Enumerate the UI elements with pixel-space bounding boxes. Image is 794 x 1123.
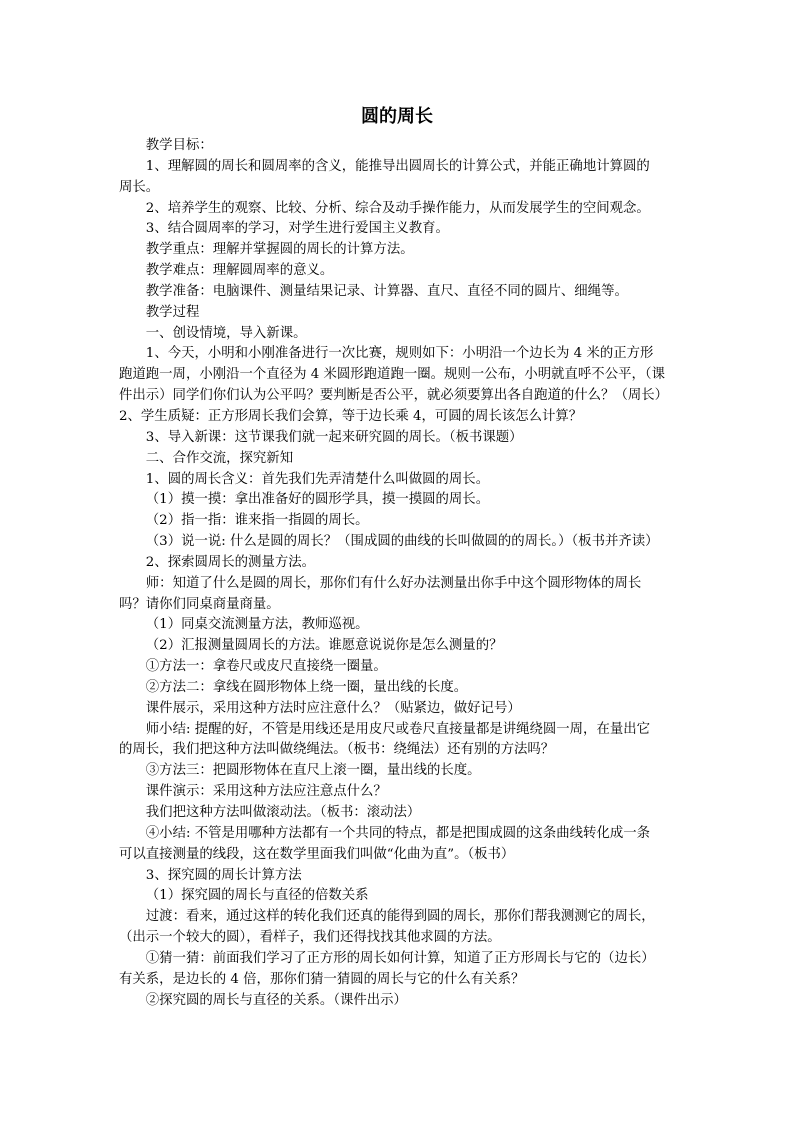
paragraph: 我们把这种方法叫做滚动法。（板书：滚动法） xyxy=(145,805,421,820)
paragraph: 件出示）同学们你们认为公平吗？要判断是否公平，就必须要算出各自跑道的什么？（周长） xyxy=(119,388,669,404)
paragraph: ②方法二：拿线在圆形物体上绕一圈，量出线的长度。 xyxy=(145,679,468,695)
paragraph: 过渡：看来，通过这样的转化我们还真的能得到圆的周长，那你们帮我测测它的周长， xyxy=(145,909,655,925)
paragraph: 1、理解圆的周长和圆周率的含义，能推导出圆周长的计算公式，并能正确地计算圆的 xyxy=(145,158,650,174)
paragraph: 周长。 xyxy=(119,179,160,195)
paragraph: 课件演示：采用这种方法应注意点什么？ xyxy=(145,784,387,800)
paragraph: 3、探究圆的周长计算方法 xyxy=(145,867,302,883)
paragraph: ②探究圆的周长与直径的关系。（课件出示） xyxy=(145,992,407,1008)
paragraph: （1）探究圆的周长与直径的倍数关系 xyxy=(145,888,369,904)
document-body xyxy=(119,136,677,1011)
paragraph: （3）说一说: 什么是圆的周长？（围成圆的曲线的长叫做圆的的周长。）（板书并齐读） xyxy=(145,534,659,550)
paragraph: 3、导入新课：这节课我们就一起来研究圆的周长。（板书课题） xyxy=(145,429,523,445)
paragraph: （2）指一指：谁来指一指圆的周长。 xyxy=(145,513,369,529)
paragraph: 3、结合圆周率的学习，对学生进行爱国主义教育。 xyxy=(145,221,449,237)
paragraph: 的周长，我们把这种方法叫做绕绳法。（板书：绕绳法）还有别的方法吗？ xyxy=(119,742,555,758)
paragraph: （2）汇报测量圆周长的方法。谁愿意说说你是怎么测量的？ xyxy=(145,638,503,654)
paragraph: 师小结: 提醒的好，不管是用线还是用皮尺或卷尺直接量都是讲绳绕圆一周，在量出它 xyxy=(145,721,651,737)
paragraph: 可以直接测量的线段，这在数学里面我们叫做“化曲为直”。（板书） xyxy=(119,846,515,862)
paragraph: 教学重点：理解并掌握圆的周长的计算方法。 xyxy=(145,242,414,258)
paragraph: ④小结: 不管是用哪种方法都有一个共同的特点，都是把围成圆的这条曲线转化成一条 xyxy=(145,825,651,841)
paragraph: ①方法一：拿卷尺或皮尺直接绕一圈量。 xyxy=(145,659,387,675)
paragraph: 二、合作交流，探究新知 xyxy=(145,450,294,466)
paragraph: 1、圆的周长含义：首先我们先弄清楚什么叫做圆的周长。 xyxy=(145,471,490,487)
paragraph: 教学准备：电脑课件、测量结果记录、计算器、直尺、直径不同的圆片、细绳等。 xyxy=(145,283,628,299)
document-title: 圆的周长 xyxy=(361,106,433,127)
paragraph: 2、培养学生的观察、比较、分析、综合及动手操作能力，从而发展学生的空间观念。 xyxy=(145,200,650,216)
paragraph: （1）同桌交流测量方法，教师巡视。 xyxy=(145,617,369,633)
paragraph: （1）摸一摸：拿出准备好的圆形学具，摸一摸圆的周长。 xyxy=(145,492,490,508)
paragraph: 2、学生质疑：正方形周长我们会算，等于边长乘 4，可圆的周长该怎么计算？ xyxy=(119,408,583,424)
paragraph: 教学难点：理解圆周率的意义。 xyxy=(145,263,334,279)
paragraph: 课件展示，采用这种方法时应注意什么？（贴紧边，做好记号） xyxy=(145,700,521,716)
paragraph: 1、今天，小明和小刚准备进行一次比赛，规则如下：小明沿一个边长为 4 米的正方形 xyxy=(145,346,654,362)
paragraph: 2、探索圆周长的测量方法。 xyxy=(145,554,316,570)
paragraph: 跑道跑一周，小刚沿一个直径为 4 米圆形跑道跑一圈。规则一公布，小明就直呼不公平，（课 xyxy=(119,367,665,383)
paragraph: （出示一个较大的圆），看样子，我们还得找找其他求圆的方法。 xyxy=(119,930,501,946)
paragraph: ③方法三：把圆形物体在直尺上滚一圈，量出线的长度。 xyxy=(145,763,481,779)
paragraph: 教学目标： xyxy=(145,138,213,153)
paragraph: 一、创设情境，导入新课。 xyxy=(145,325,307,341)
paragraph: 教学过程 xyxy=(145,304,200,320)
paragraph: ①猜一猜：前面我们学习了正方形的周长如何计算，知道了正方形周长与它的（边长） xyxy=(145,950,655,966)
paragraph: 吗？请你们同桌商量商量。 xyxy=(119,596,280,612)
paragraph: 有关系，是边长的 4 倍，那你们猜一猜圆的周长与它的什么有关系？ xyxy=(119,971,525,987)
paragraph: 师：知道了什么是圆的周长，那你们有什么好办法测量出你手中这个圆形物体的周长 xyxy=(145,575,642,591)
